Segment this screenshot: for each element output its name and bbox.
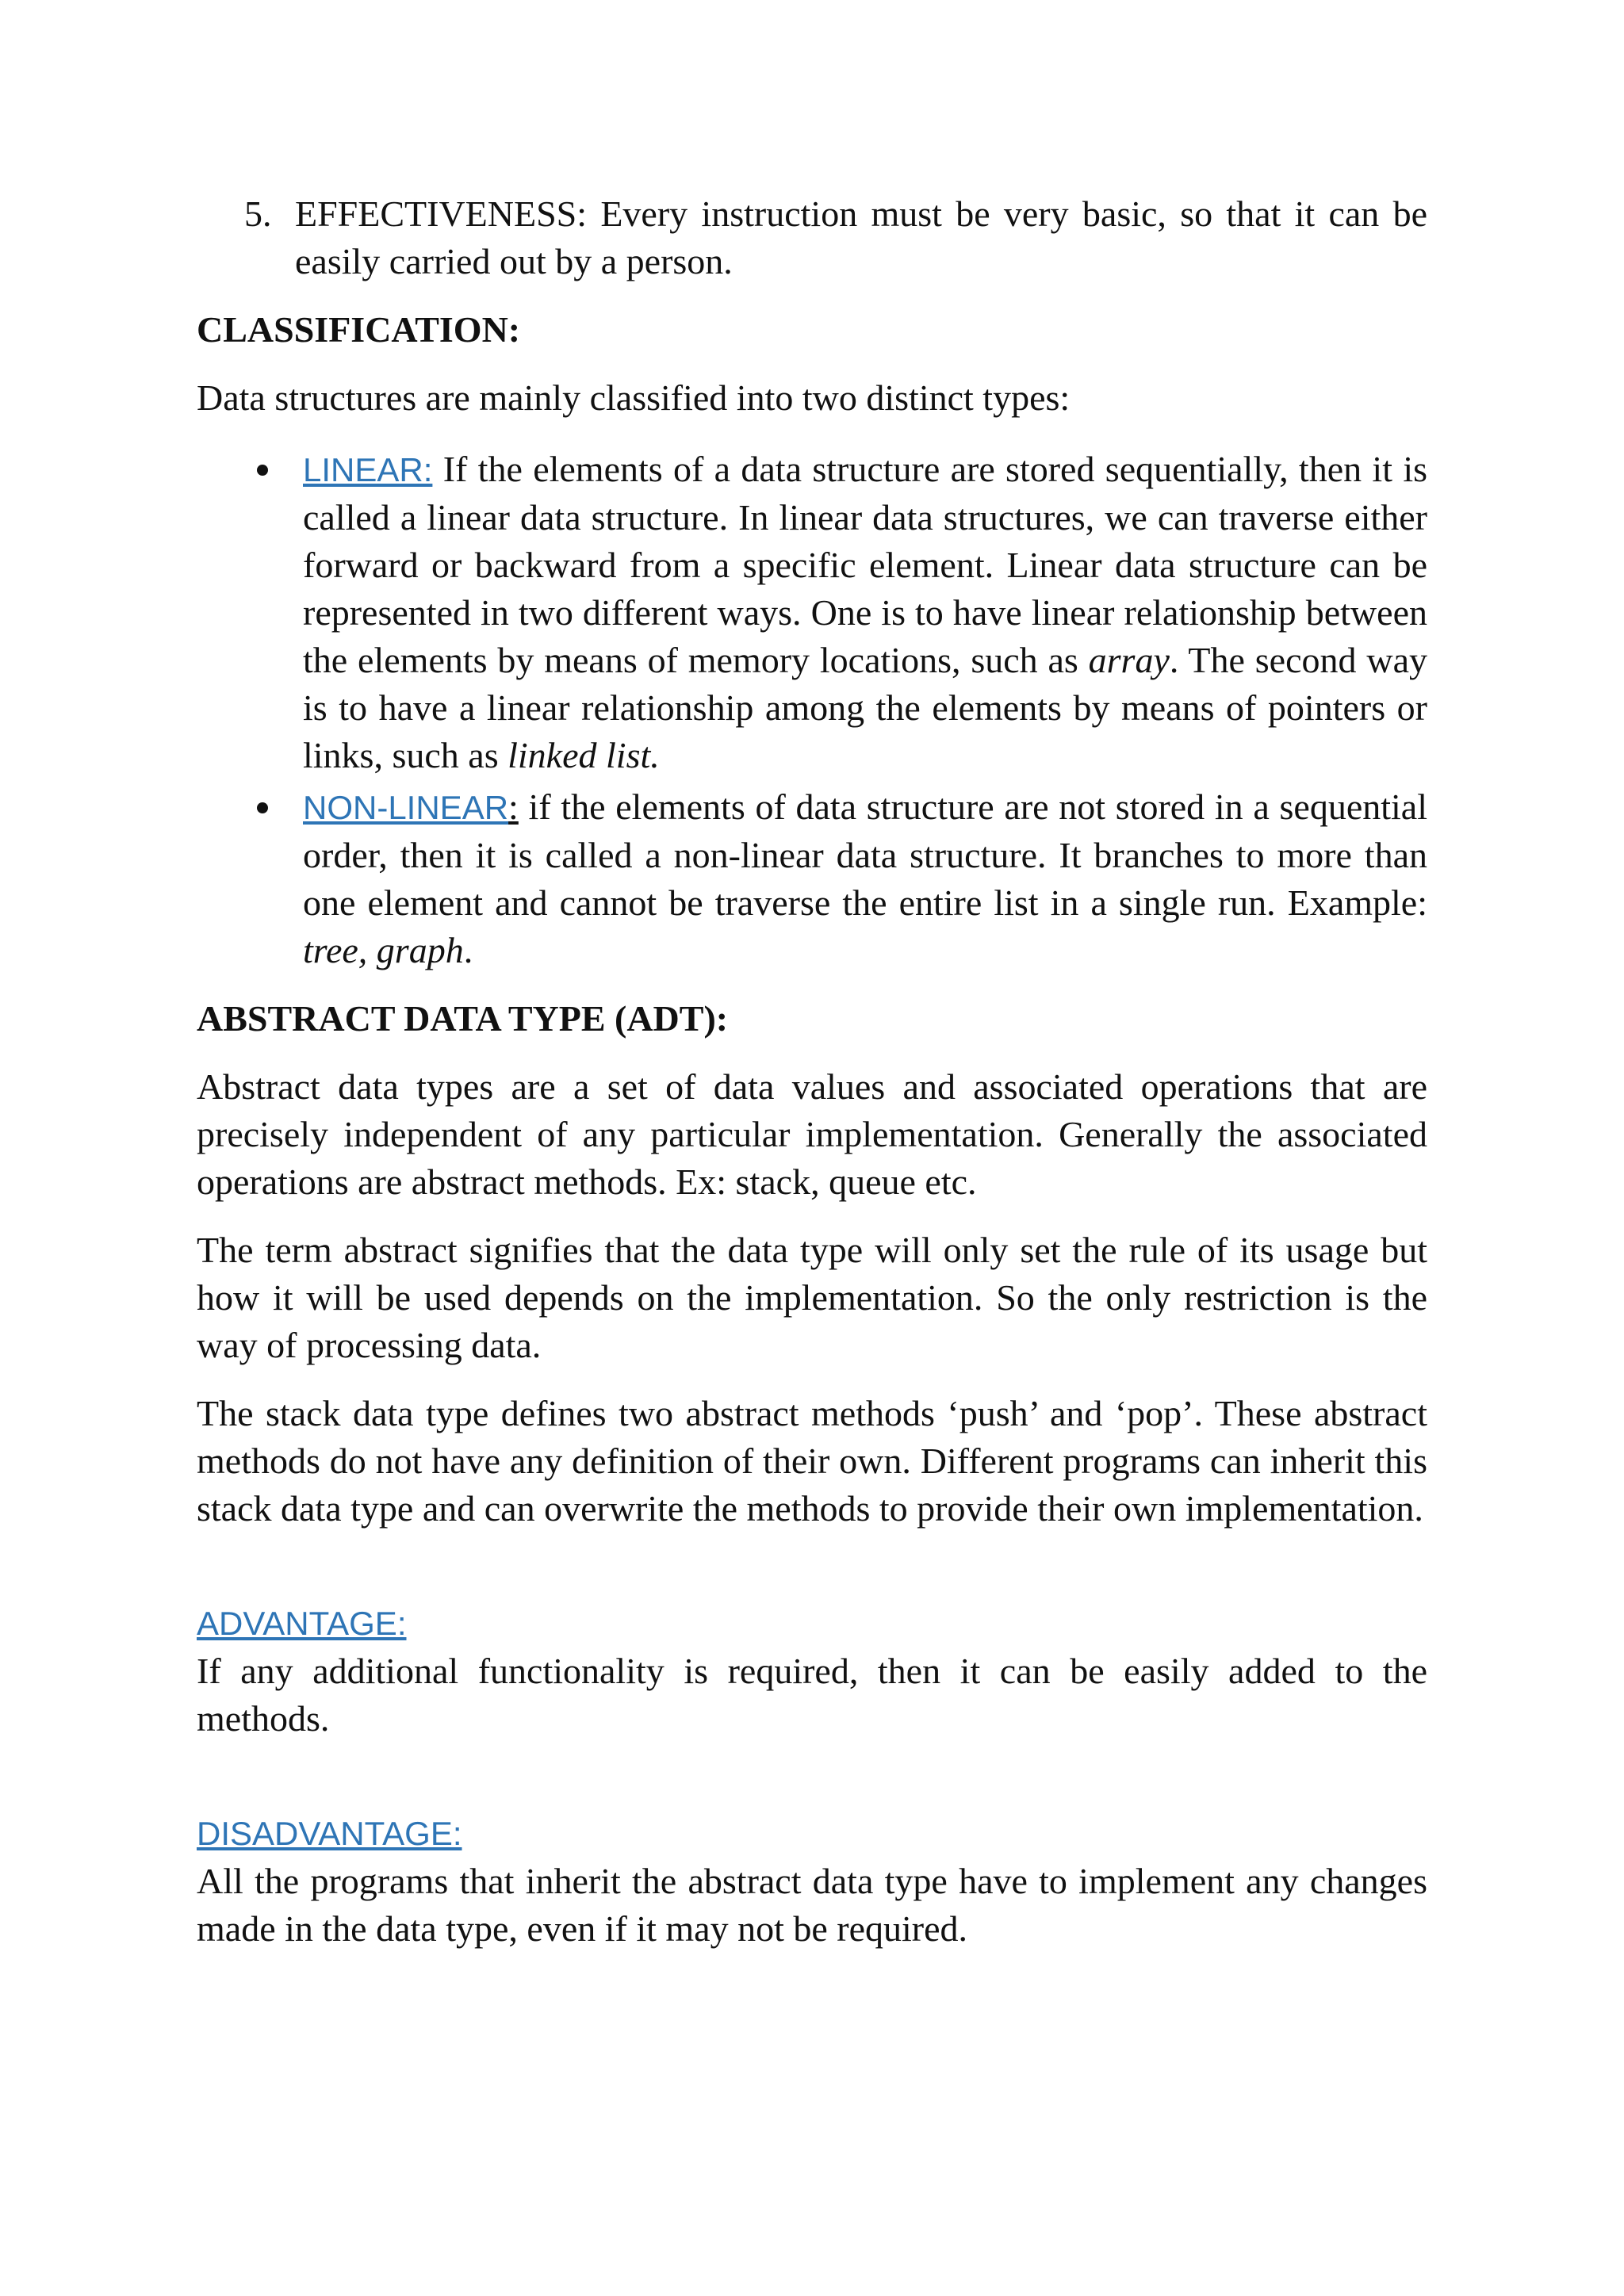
linear-italic-array: array bbox=[1088, 640, 1170, 680]
nonlinear-text-1: if the elements of data structure are not stored in a sequential order, then it is called a non-linear data structure. It branches to more than one element and cannot be traverse the entire list in a single run. Example: bbox=[303, 786, 1427, 923]
bullet-icon bbox=[257, 465, 268, 476]
list-number: 5. bbox=[244, 193, 272, 234]
classification-list bbox=[197, 446, 1427, 974]
nonlinear-label: NON-LINEAR bbox=[303, 789, 509, 826]
linear-text-2: . The second way is to have a linear relationship among the elements by means of pointers or links, such as bbox=[303, 640, 1427, 775]
linear-text-1: If the elements of a data structure are stored sequentially, then it is called a linear data structure. In linear data structures, we can traverse either forward or backward from a specific element. Linear data structure can be represented in two different ways. One is to have linear relationship between the elements by means of memory locations, such as bbox=[303, 449, 1427, 680]
nonlinear-italic-examples: tree, graph bbox=[303, 930, 464, 970]
adt-paragraph-2: The term abstract signifies that the data type will only set the rule of its usage but how it will be used depends on the implementation. So the only restriction is the way of processing data. bbox=[197, 1230, 1427, 1365]
disadvantage-text: All the programs that inherit the abstract data type have to implement any changes made in the data type, even if it may not be required. bbox=[197, 1861, 1427, 1949]
adt-paragraph-1: Abstract data types are a set of data values and associated operations that are precisely independent of any particular implementation. Generally the associated operations are abstract methods. Ex: stack, queue etc. bbox=[197, 1066, 1427, 1202]
bullet-icon bbox=[257, 802, 268, 813]
linear-label: LINEAR: bbox=[303, 451, 433, 488]
list-item-effectiveness bbox=[197, 190, 1427, 285]
advantage-label-line bbox=[197, 1599, 1427, 1647]
list-item-nonlinear bbox=[197, 783, 1427, 974]
nonlinear-text-2: . bbox=[463, 930, 473, 970]
disadvantage-label: DISADVANTAGE: bbox=[197, 1815, 462, 1852]
advantage-label: ADVANTAGE: bbox=[197, 1605, 407, 1642]
nonlinear-colon: : bbox=[508, 786, 519, 827]
disadvantage-label-line bbox=[197, 1809, 1427, 1858]
linear-italic-linked-list: linked list. bbox=[508, 735, 660, 775]
adt-paragraph-3: The stack data type defines two abstract methods ‘push’ and ‘pop’. These abstract methods do not have any definition of their own. Different programs can inherit this stack data type and can overwrite the methods to provide their own implementation. bbox=[197, 1393, 1427, 1529]
classification-intro: Data structures are mainly classified into two distinct types: bbox=[197, 377, 1071, 418]
advantage-text: If any additional functionality is required, then it can be easily added to the methods. bbox=[197, 1651, 1427, 1739]
page-content bbox=[197, 190, 1427, 1953]
list-item-linear bbox=[197, 446, 1427, 779]
classification-heading: CLASSIFICATION: bbox=[197, 309, 521, 350]
list-item-text: EFFECTIVENESS: Every instruction must be very basic, so that it can be easily carried out by a person. bbox=[295, 193, 1427, 281]
adt-heading: ABSTRACT DATA TYPE (ADT): bbox=[197, 998, 729, 1039]
